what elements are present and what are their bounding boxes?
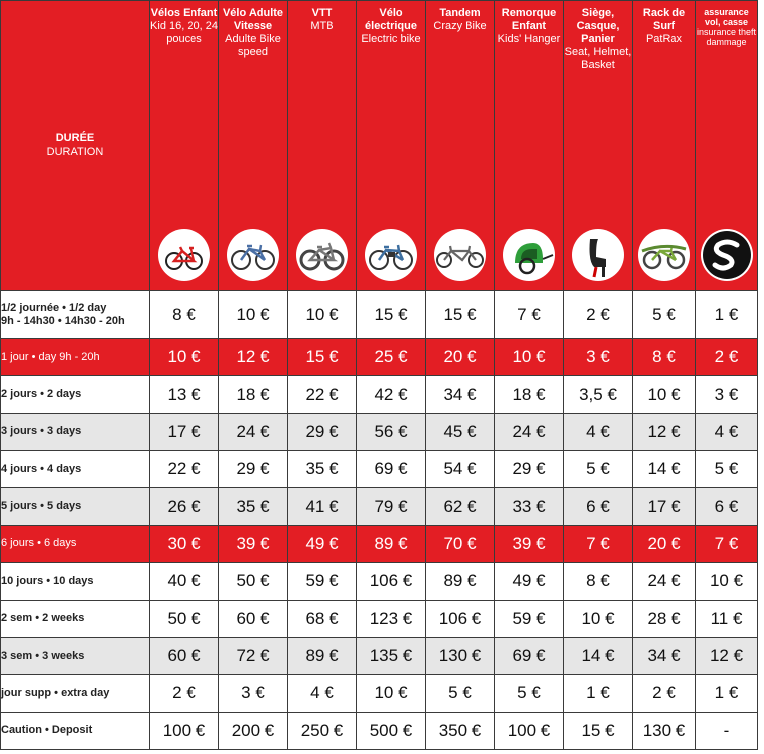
header-row xyxy=(1,1,758,291)
price-cell-seat-helmet-basket: 2 € xyxy=(564,290,633,338)
child-trailer-icon xyxy=(503,229,555,281)
price-cell-electric-bike: 25 € xyxy=(357,339,426,376)
price-cell-tandem: 62 € xyxy=(426,488,495,525)
price-cell-insurance: 1 € xyxy=(696,290,758,338)
duration-cell xyxy=(1,600,150,637)
column-header-en: Seat, Helmet, Basket xyxy=(564,46,632,71)
price-cell-seat-helmet-basket: 8 € xyxy=(564,563,633,600)
insurance-logo-icon xyxy=(701,229,753,281)
price-cell-mtb: 49 € xyxy=(288,525,357,562)
column-header-fr: Vélo électrique xyxy=(365,7,417,32)
column-header-tandem xyxy=(426,1,495,291)
price-cell-insurance: 6 € xyxy=(696,488,758,525)
price-cell-mtb: 4 € xyxy=(288,675,357,712)
price-cell-kid-bike: 26 € xyxy=(150,488,219,525)
table-row xyxy=(1,488,758,525)
duration-cell xyxy=(1,339,150,376)
duration-label: 1/2 journée • 1/2 day xyxy=(1,301,107,314)
price-cell-kid-bike: 40 € xyxy=(150,563,219,600)
column-header-surf-rack xyxy=(633,1,696,291)
price-cell-mtb: 29 € xyxy=(288,413,357,450)
column-header-fr: Vélos Enfant xyxy=(150,7,218,19)
column-header-en: Adulte Bike speed xyxy=(225,33,281,58)
price-cell-insurance: 1 € xyxy=(696,675,758,712)
price-cell-tandem: 45 € xyxy=(426,413,495,450)
table-row xyxy=(1,376,758,413)
duration-cell xyxy=(1,290,150,338)
price-cell-surf-rack: 8 € xyxy=(633,339,696,376)
price-cell-surf-rack: 130 € xyxy=(633,712,696,749)
table-row xyxy=(1,413,758,450)
price-cell-child-trailer: 69 € xyxy=(495,637,564,674)
price-cell-surf-rack: 5 € xyxy=(633,290,696,338)
price-cell-electric-bike: 10 € xyxy=(357,675,426,712)
price-cell-child-trailer: 33 € xyxy=(495,488,564,525)
duration-label: 2 jours • 2 days xyxy=(1,388,82,401)
column-header-fr: Rack de Surf xyxy=(642,7,686,32)
duration-cell xyxy=(1,712,150,749)
column-header-mtb xyxy=(288,1,357,291)
price-cell-mtb: 15 € xyxy=(288,339,357,376)
price-cell-kid-bike: 2 € xyxy=(150,675,219,712)
table-row xyxy=(1,563,758,600)
price-cell-seat-helmet-basket: 4 € xyxy=(564,413,633,450)
price-cell-seat-helmet-basket: 1 € xyxy=(564,675,633,712)
price-cell-mtb: 59 € xyxy=(288,563,357,600)
price-cell-mtb: 89 € xyxy=(288,637,357,674)
column-header-en: Crazy Bike xyxy=(433,20,487,32)
price-cell-mtb: 68 € xyxy=(288,600,357,637)
duration-label: 5 jours • 5 days xyxy=(1,500,82,513)
price-cell-tandem: 5 € xyxy=(426,675,495,712)
duration-label: 2 sem • 2 weeks xyxy=(1,612,85,625)
price-cell-insurance: 2 € xyxy=(696,339,758,376)
price-cell-electric-bike: 500 € xyxy=(357,712,426,749)
column-header-fr: Siège, Casque, Panier xyxy=(576,7,620,45)
price-cell-mtb: 41 € xyxy=(288,488,357,525)
price-cell-insurance: 3 € xyxy=(696,376,758,413)
duration-label: Caution • Deposit xyxy=(1,724,93,737)
price-cell-kid-bike: 60 € xyxy=(150,637,219,674)
duration-cell xyxy=(1,675,150,712)
column-header-fr: Remorque Enfant xyxy=(501,7,557,32)
column-header-fr: assurance vol, casse xyxy=(704,7,749,27)
price-cell-child-trailer: 29 € xyxy=(495,451,564,488)
price-cell-seat-helmet-basket: 7 € xyxy=(564,525,633,562)
price-cell-kid-bike: 17 € xyxy=(150,413,219,450)
price-cell-kid-bike: 100 € xyxy=(150,712,219,749)
price-cell-electric-bike: 123 € xyxy=(357,600,426,637)
price-cell-electric-bike: 106 € xyxy=(357,563,426,600)
price-cell-seat-helmet-basket: 10 € xyxy=(564,600,633,637)
table-row xyxy=(1,451,758,488)
price-cell-surf-rack: 10 € xyxy=(633,376,696,413)
price-cell-seat-helmet-basket: 3 € xyxy=(564,339,633,376)
price-cell-seat-helmet-basket: 3,5 € xyxy=(564,376,633,413)
price-cell-adult-bike: 60 € xyxy=(219,600,288,637)
duration-hours: 9h - 14h30 • 14h30 - 20h xyxy=(1,314,125,327)
column-header-en: PatRax xyxy=(645,33,683,45)
table-row xyxy=(1,339,758,376)
column-header-en: Kids' Hanger xyxy=(497,33,561,45)
price-cell-child-trailer: 100 € xyxy=(495,712,564,749)
price-cell-mtb: 10 € xyxy=(288,290,357,338)
adult-bike-icon xyxy=(227,229,279,281)
price-cell-electric-bike: 135 € xyxy=(357,637,426,674)
price-cell-child-trailer: 49 € xyxy=(495,563,564,600)
price-cell-tandem: 34 € xyxy=(426,376,495,413)
price-cell-electric-bike: 15 € xyxy=(357,290,426,338)
price-cell-tandem: 54 € xyxy=(426,451,495,488)
duration-label: 3 sem • 3 weeks xyxy=(1,649,85,662)
price-cell-adult-bike: 12 € xyxy=(219,339,288,376)
column-header-insurance xyxy=(696,1,758,291)
price-cell-surf-rack: 2 € xyxy=(633,675,696,712)
price-cell-kid-bike: 22 € xyxy=(150,451,219,488)
tandem-bike-icon xyxy=(434,229,486,281)
price-cell-adult-bike: 35 € xyxy=(219,488,288,525)
table-row xyxy=(1,525,758,562)
price-cell-adult-bike: 24 € xyxy=(219,413,288,450)
price-cell-child-trailer: 24 € xyxy=(495,413,564,450)
duration-cell xyxy=(1,563,150,600)
price-cell-adult-bike: 10 € xyxy=(219,290,288,338)
duration-label: 1 jour • day 9h - 20h xyxy=(1,350,100,363)
column-header-electric-bike xyxy=(357,1,426,291)
price-cell-kid-bike: 30 € xyxy=(150,525,219,562)
price-cell-mtb: 250 € xyxy=(288,712,357,749)
duration-label: 4 jours • 4 days xyxy=(1,462,82,475)
column-header-kid-bike xyxy=(150,1,219,291)
price-cell-adult-bike: 72 € xyxy=(219,637,288,674)
price-cell-insurance: 11 € xyxy=(696,600,758,637)
electric-bike-icon xyxy=(365,229,417,281)
price-cell-tandem: 130 € xyxy=(426,637,495,674)
column-header-en: insurance theft dammage xyxy=(696,27,757,47)
duration-label: 3 jours • 3 days xyxy=(1,425,82,438)
price-cell-adult-bike: 18 € xyxy=(219,376,288,413)
price-cell-electric-bike: 79 € xyxy=(357,488,426,525)
surf-rack-icon xyxy=(638,229,690,281)
price-cell-surf-rack: 14 € xyxy=(633,451,696,488)
column-header-fr: VTT xyxy=(311,7,333,19)
price-cell-seat-helmet-basket: 15 € xyxy=(564,712,633,749)
price-cell-insurance: 12 € xyxy=(696,637,758,674)
price-cell-electric-bike: 89 € xyxy=(357,525,426,562)
price-cell-tandem: 20 € xyxy=(426,339,495,376)
column-header-fr: Vélo Adulte Vitesse xyxy=(222,7,284,32)
table-row xyxy=(1,712,758,749)
price-cell-adult-bike: 39 € xyxy=(219,525,288,562)
price-cell-tandem: 106 € xyxy=(426,600,495,637)
table-row xyxy=(1,600,758,637)
price-cell-tandem: 89 € xyxy=(426,563,495,600)
table-row xyxy=(1,637,758,674)
duration-header-fr: DURÉE xyxy=(55,132,95,145)
price-cell-adult-bike: 29 € xyxy=(219,451,288,488)
duration-label: jour supp • extra day xyxy=(1,686,110,699)
price-cell-kid-bike: 13 € xyxy=(150,376,219,413)
price-cell-tandem: 350 € xyxy=(426,712,495,749)
price-cell-surf-rack: 24 € xyxy=(633,563,696,600)
price-cell-child-trailer: 18 € xyxy=(495,376,564,413)
column-header-adult-bike xyxy=(219,1,288,291)
price-cell-insurance: 5 € xyxy=(696,451,758,488)
column-header-en: Electric bike xyxy=(361,33,421,45)
price-cell-child-trailer: 39 € xyxy=(495,525,564,562)
price-cell-surf-rack: 12 € xyxy=(633,413,696,450)
duration-label: 6 jours • 6 days xyxy=(1,537,77,550)
kid-bike-icon xyxy=(158,229,210,281)
duration-cell xyxy=(1,413,150,450)
price-cell-kid-bike: 50 € xyxy=(150,600,219,637)
price-cell-surf-rack: 17 € xyxy=(633,488,696,525)
price-cell-seat-helmet-basket: 5 € xyxy=(564,451,633,488)
price-cell-tandem: 70 € xyxy=(426,525,495,562)
price-cell-seat-helmet-basket: 6 € xyxy=(564,488,633,525)
price-cell-adult-bike: 200 € xyxy=(219,712,288,749)
duration-cell xyxy=(1,525,150,562)
price-cell-mtb: 22 € xyxy=(288,376,357,413)
column-header-en: Kid 16, 20, 24 pouces xyxy=(150,20,218,45)
duration-cell xyxy=(1,488,150,525)
child-seat-icon xyxy=(572,229,624,281)
price-cell-tandem: 15 € xyxy=(426,290,495,338)
price-cell-kid-bike: 8 € xyxy=(150,290,219,338)
price-cell-insurance: 10 € xyxy=(696,563,758,600)
price-cell-electric-bike: 56 € xyxy=(357,413,426,450)
price-cell-adult-bike: 50 € xyxy=(219,563,288,600)
price-cell-child-trailer: 5 € xyxy=(495,675,564,712)
price-cell-child-trailer: 59 € xyxy=(495,600,564,637)
duration-header xyxy=(1,1,150,291)
price-cell-surf-rack: 28 € xyxy=(633,600,696,637)
column-header-en: MTB xyxy=(310,20,334,32)
price-cell-child-trailer: 10 € xyxy=(495,339,564,376)
price-cell-mtb: 35 € xyxy=(288,451,357,488)
table-row xyxy=(1,290,758,338)
price-cell-surf-rack: 20 € xyxy=(633,525,696,562)
duration-cell xyxy=(1,376,150,413)
price-cell-kid-bike: 10 € xyxy=(150,339,219,376)
price-cell-surf-rack: 34 € xyxy=(633,637,696,674)
table-row xyxy=(1,675,758,712)
column-header-seat-helmet-basket xyxy=(564,1,633,291)
column-header-fr: Tandem xyxy=(439,7,481,19)
column-header-child-trailer xyxy=(495,1,564,291)
price-cell-seat-helmet-basket: 14 € xyxy=(564,637,633,674)
mountain-bike-icon xyxy=(296,229,348,281)
price-cell-insurance: 4 € xyxy=(696,413,758,450)
duration-cell xyxy=(1,451,150,488)
price-cell-child-trailer: 7 € xyxy=(495,290,564,338)
duration-header-en: DURATION xyxy=(46,146,104,159)
price-cell-adult-bike: 3 € xyxy=(219,675,288,712)
price-cell-electric-bike: 42 € xyxy=(357,376,426,413)
price-cell-insurance: 7 € xyxy=(696,525,758,562)
duration-cell xyxy=(1,637,150,674)
price-cell-insurance: - xyxy=(696,712,758,749)
duration-label: 10 jours • 10 days xyxy=(1,574,94,587)
price-rows xyxy=(1,290,758,749)
price-cell-electric-bike: 69 € xyxy=(357,451,426,488)
